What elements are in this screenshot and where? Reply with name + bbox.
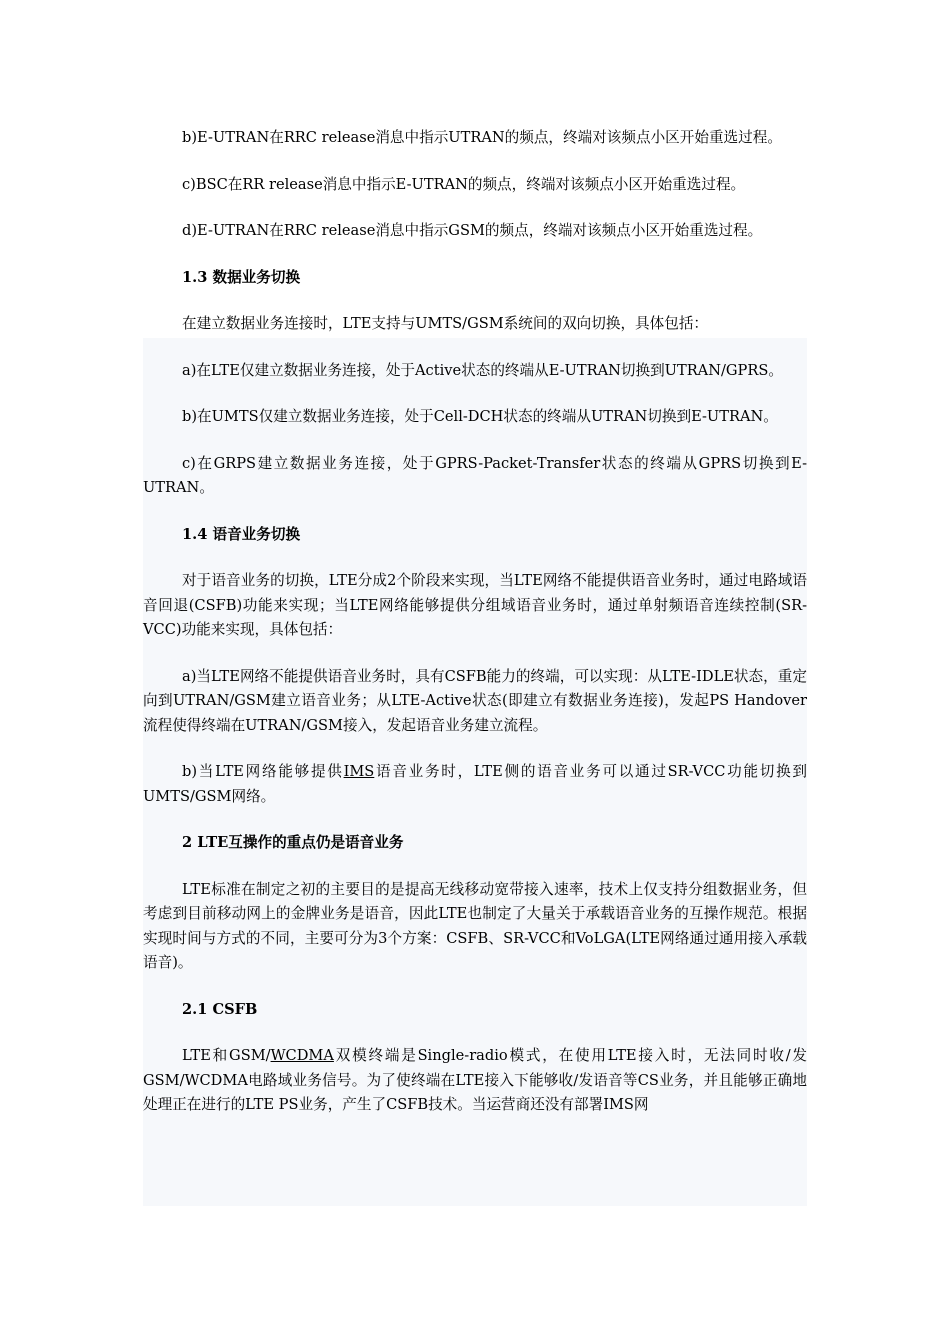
paragraph-csfb-end: 双模终端是Single-radio模式，在使用LTE接入时，无法同时收/发GSM/WCDMA电路域业务信号。为了使终端在LTE接入下能够收/发语音等CS业务，并且能够正确地处理正在进行的LTE PS业务，产生了CSFB技术。当运营商还没有部署IMS网 <box>143 1047 808 1113</box>
section-heading-voice-handover: 1.4 语音业务切换 <box>182 525 301 543</box>
paragraph-utran-release: b)E-UTRAN在RRC release消息中指示UTRAN的频点，终端对该频点小区开始重选过程。 <box>182 129 782 146</box>
paragraph-voice-b-start: b)当LTE网络能够提供 <box>182 763 344 780</box>
paragraph-gsm-release: d)E-UTRAN在RRC release消息中指示GSM的频点，终端对该频点小区开始重选过程。 <box>182 222 763 239</box>
ims-link[interactable]: IMS <box>343 763 375 780</box>
paragraph-voice-b-end: 语音业务时，LTE侧的语音业务可以通过SR-VCC功能切换到UMTS/GSM网络。 <box>143 763 807 805</box>
paragraph-voice-a: a)当LTE网络不能提供语音业务时，具有CSFB能力的终端，可以实现：从LTE-IDLE状态，重定向到UTRAN/GSM建立语音业务；从LTE-Active状态(即建立有数据业务连接)，发起PS Handover流程使得终端在UTRAN/GSM接入，发起语音业务建立流程。 <box>143 667 807 734</box>
document-body <box>143 126 807 1140</box>
paragraph-data-a: a)在LTE仅建立数据业务连接，处于Active状态的终端从E-UTRAN切换到UTRAN/GPRS。 <box>182 361 783 379</box>
section-heading-data-handover: 1.3 数据业务切换 <box>182 268 301 286</box>
section-heading-csfb: 2.1 CSFB <box>182 1000 258 1018</box>
paragraph-voice-b <box>143 760 807 809</box>
paragraph-data-intro: 在建立数据业务连接时，LTE支持与UMTS/GSM系统间的双向切换，具体包括： <box>182 315 709 332</box>
paragraph-lte-standard: LTE标准在制定之初的主要目的是提高无线移动宽带接入速率，技术上仅支持分组数据业务，但考虑到目前移动网上的金牌业务是语音，因此LTE也制定了大量关于承载语音业务的互操作规范。根据实现时间与方式的不同，主要可分为3个方案：CSFB、SR-VCC和VoLGA(LTE网络通过通用接入承载语音)。 <box>143 880 807 971</box>
section-heading-interop-voice: 2 LTE互操作的重点仍是语音业务 <box>182 834 404 851</box>
paragraph-data-c: c)在GRPS建立数据业务连接，处于GPRS-Packet-Transfer状态的终端从GPRS切换到E-UTRAN。 <box>143 454 807 496</box>
paragraph-csfb <box>143 1044 807 1118</box>
paragraph-voice-intro: 对于语音业务的切换，LTE分成2个阶段来实现，当LTE网络不能提供语音业务时，通过电路域语音回退(CSFB)功能来实现；当LTE网络能够提供分组域语音业务时，通过单射频语音连续控制(SR-VCC)功能来实现，具体包括： <box>143 572 807 638</box>
paragraph-data-b: b)在UMTS仅建立数据业务连接，处于Cell-DCH状态的终端从UTRAN切换到E-UTRAN。 <box>182 408 778 425</box>
wcdma-link[interactable]: WCDMA <box>270 1047 334 1064</box>
paragraph-csfb-start: LTE和GSM/ <box>182 1047 271 1064</box>
paragraph-bsc-release: c)BSC在RR release消息中指示E-UTRAN的频点，终端对该频点小区开始重选过程。 <box>182 175 746 193</box>
